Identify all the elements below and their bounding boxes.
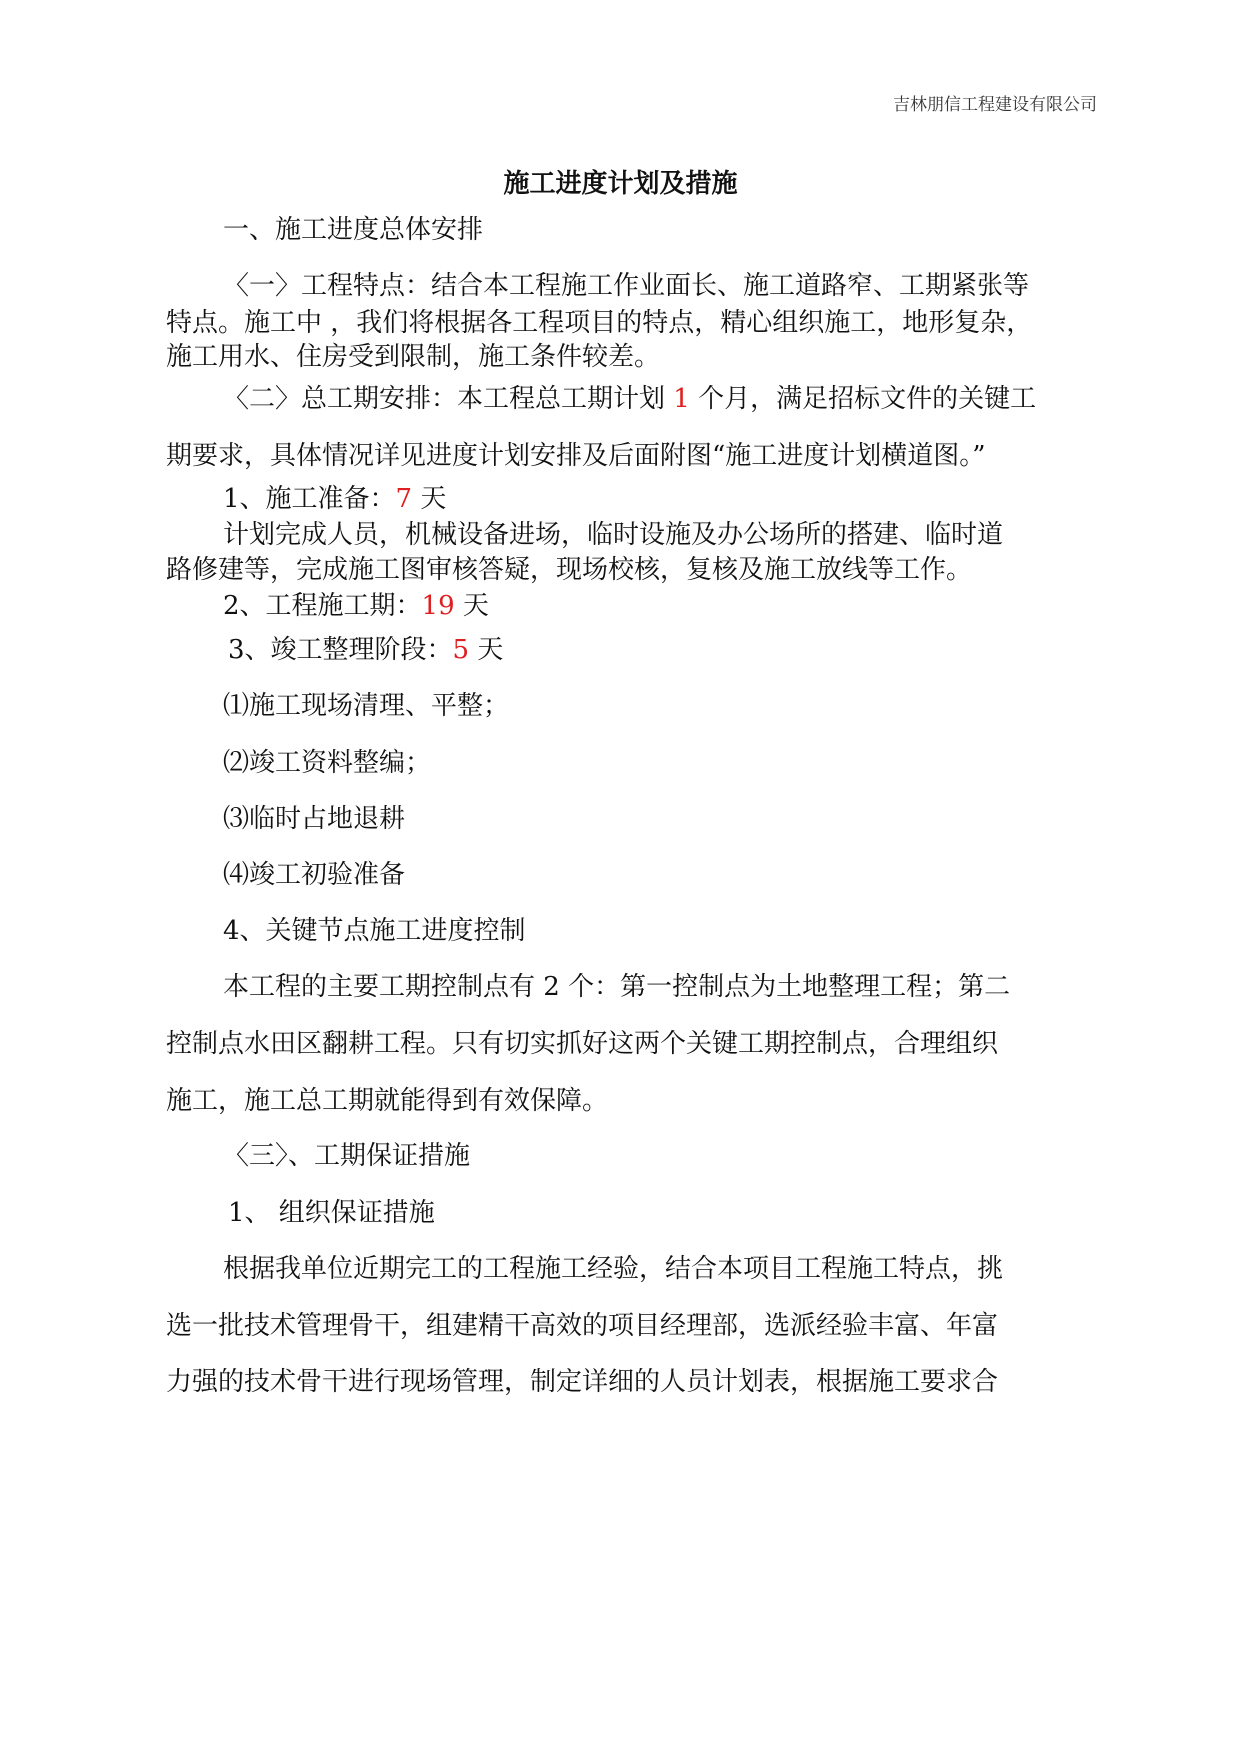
prep-text-line-1: 计划完成人员，机械设备进场，临时设施及办公场所的搭建、临时道 [223,520,1004,550]
construction-unit: 天 [454,591,489,621]
keynode-line-3: 施工，施工总工期就能得到有效保障。 [166,1086,609,1116]
keynode-heading: 4、关键节点施工进度控制 [223,916,526,946]
prep-heading [223,483,446,515]
completion-label: 3、竣工整理阶段： [228,635,453,665]
project-features-line-1: 〈一〉工程特点：结合本工程施工作业面长、施工道路窄、工期紧张等 [223,271,1030,301]
schedule-text-before: 〈二〉总工期安排：本工程总工期计划 [223,384,674,414]
completion-stage [228,634,503,666]
construction-days-value: 19 [421,591,455,621]
prep-unit: 天 [412,484,447,514]
completion-item-1: ⑴施工现场清理、平整； [223,691,510,721]
project-features-line-3: 施工用水、住房受到限制，施工条件较差。 [166,342,661,372]
organization-line-1: 根据我单位近期完工的工程施工经验，结合本项目工程施工特点，挑 [223,1254,1004,1284]
project-features-line-2: 特点。施工中 ，我们将根据各工程项目的特点，精心组织施工，地形复杂， [166,308,1033,338]
page-title: 施工进度计划及措施 [503,169,738,199]
keynode-line-1: 本工程的主要工期控制点有 2 个：第一控制点为土地整理工程；第二 [223,972,1011,1002]
schedule-text-after: 个月，满足招标文件的关键工 [689,384,1037,414]
organization-line-2: 选一批技术管理骨干，组建精干高效的项目经理部，选派经验丰富、年富 [166,1311,999,1341]
organization-line-3: 力强的技术骨干进行现场管理，制定详细的人员计划表，根据施工要求合 [166,1367,999,1397]
section-heading-1: 一、施工进度总体安排 [223,215,484,245]
completion-unit: 天 [469,635,504,665]
section-heading-3: 〈三〉、工期保证措施 [223,1141,471,1171]
construction-period [223,590,489,622]
schedule-line-2: 期要求，具体情况详见进度计划安排及后面附图“施工进度计划横道图。” [166,441,986,471]
prep-days-value: 7 [395,484,413,514]
prep-label: 1、施工准备： [223,484,396,514]
completion-item-3: ⑶临时占地退耕 [223,804,406,834]
schedule-months-value: 1 [673,384,690,414]
company-header: 吉林朋信工程建设有限公司 [893,95,1097,115]
completion-days-value: 5 [452,635,470,665]
completion-item-4: ⑷竣工初验准备 [223,860,406,890]
completion-item-2: ⑵竣工资料整编； [223,748,432,778]
keynode-line-2: 控制点水田区翻耕工程。只有切实抓好这两个关键工期控制点，合理组织 [166,1029,999,1059]
construction-label: 2、工程施工期： [223,591,422,621]
prep-text-line-2: 路修建等，完成施工图审核答疑，现场校核，复核及施工放线等工作。 [166,555,973,585]
schedule-line-1 [223,383,1036,415]
organization-measures-heading: 1、 组织保证措施 [228,1198,435,1228]
